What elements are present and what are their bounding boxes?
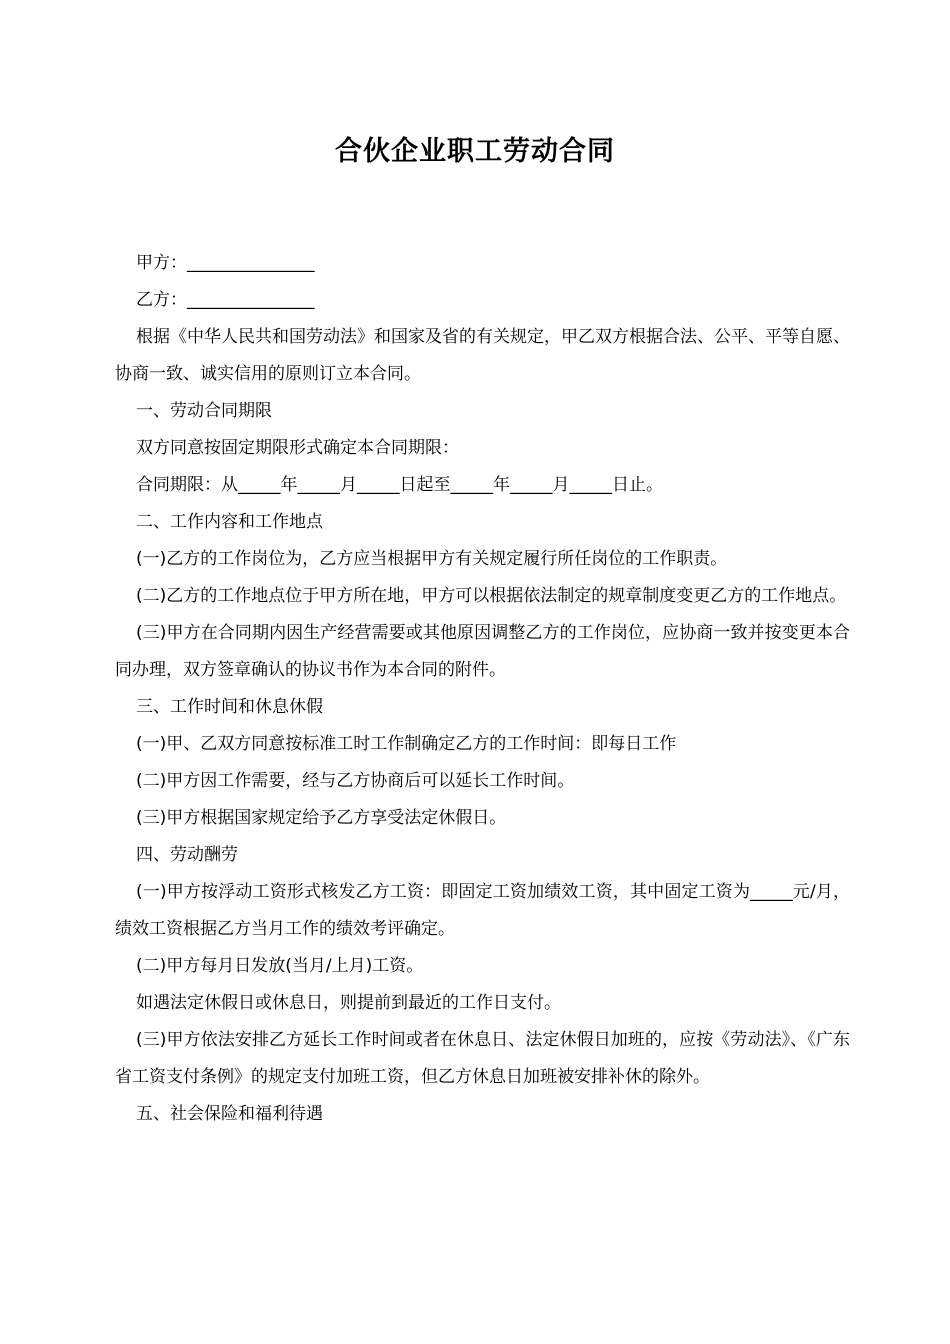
party-b-line: 乙方：_______________	[136, 290, 315, 310]
paragraph: (三)甲方在合同期内因生产经营需要或其他原因调整乙方的工作岗位，应协商一致并按变更本合同办理，双方签章确认的协议书作为本合同的附件。	[115, 623, 850, 680]
paragraph: (三)甲方依法安排乙方延长工作时间或者在休息日、法定休假日加班的，应按《劳动法》、《广东省工资支付条例》的规定支付加班工资，但乙方休息日加班被安排补休的除外。	[115, 1030, 850, 1087]
paragraph: (三)甲方根据国家规定给予乙方享受法定休假日。	[136, 808, 507, 828]
paragraph: (一)甲、乙双方同意按标准工时工作制确定乙方的工作时间：即每日工作	[136, 734, 677, 754]
section-heading: 五、社会保险和福利待遇	[136, 1104, 323, 1124]
paragraph: (一)乙方的工作岗位为，乙方应当根据甲方有关规定履行所任岗位的工作职责。	[136, 549, 728, 569]
paragraph: (二)甲方每月日发放(当月/上月)工资。	[136, 956, 424, 976]
section-heading: 三、工作时间和休息休假	[136, 697, 323, 717]
paragraph: 合同期限：从_____年_____月_____日起至_____年_____月_____日止。	[136, 475, 663, 495]
party-a-line: 甲方：_______________	[136, 253, 315, 273]
paragraph: (二)乙方的工作地点位于甲方所在地，甲方可以根据依法制定的规章制度变更乙方的工作地点。	[136, 586, 847, 606]
section-heading: 二、工作内容和工作地点	[136, 512, 323, 532]
paragraph: 双方同意按固定期限形式确定本合同期限：	[136, 438, 459, 458]
document-body	[115, 245, 850, 1133]
document-title: 合伙企业职工劳动合同	[335, 136, 615, 167]
paragraph: (一)甲方按浮动工资形式核发乙方工资：即固定工资加绩效工资，其中固定工资为_____元/月，绩效工资根据乙方当月工作的绩效考评确定。	[115, 882, 850, 939]
section-heading: 一、劳动合同期限	[136, 401, 272, 421]
section-heading: 四、劳动酬劳	[136, 845, 238, 865]
preamble-paragraph: 根据《中华人民共和国劳动法》和国家及省的有关规定，甲乙双方根据合法、公平、平等自愿、协商一致、诚实信用的原则订立本合同。	[115, 327, 850, 384]
paragraph: (二)甲方因工作需要，经与乙方协商后可以延长工作时间。	[136, 771, 575, 791]
paragraph: 如遇法定休假日或休息日，则提前到最近的工作日支付。	[136, 993, 561, 1013]
